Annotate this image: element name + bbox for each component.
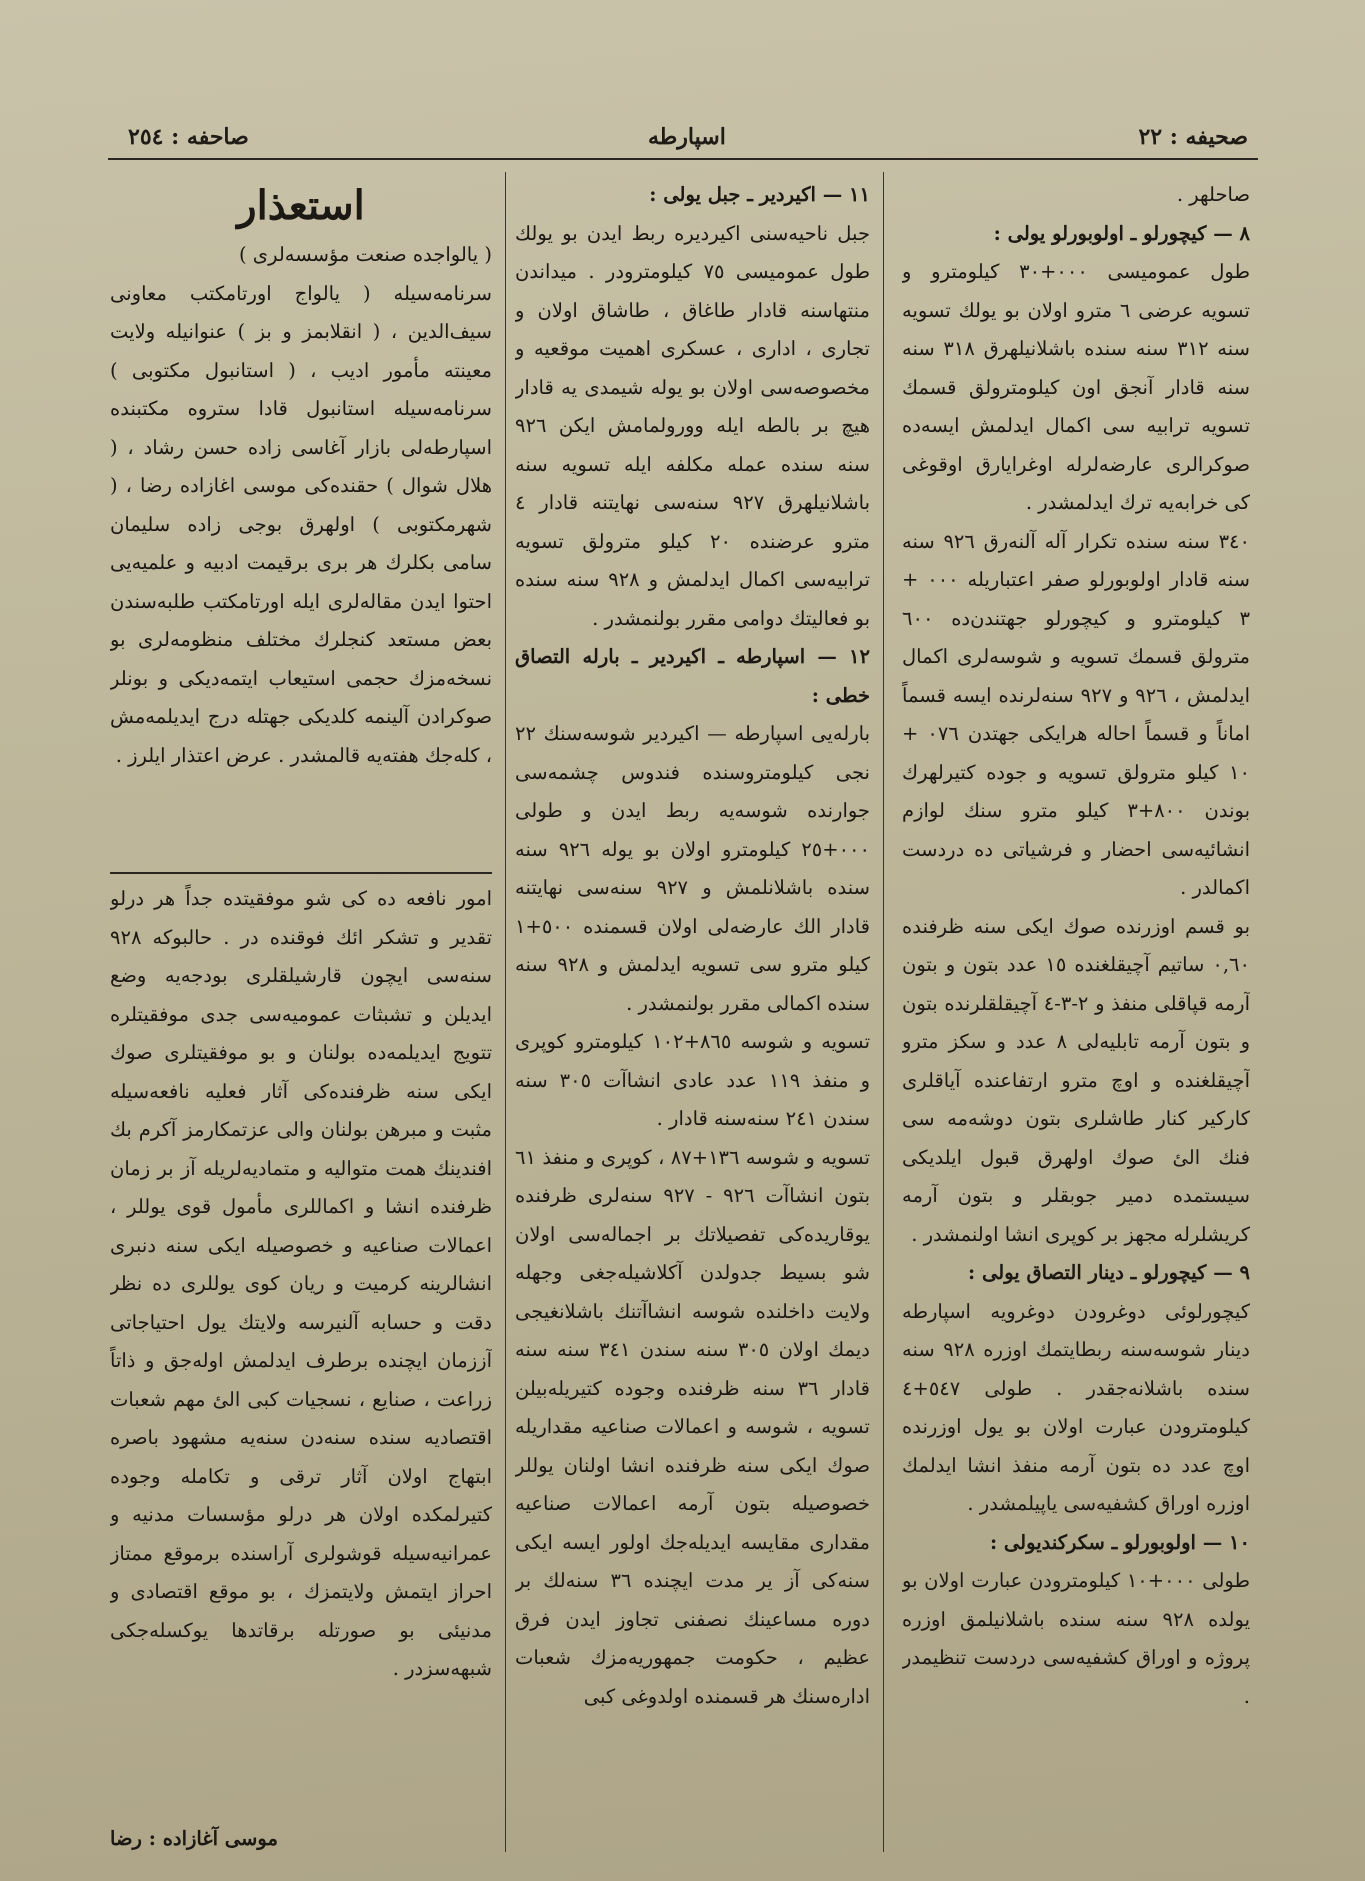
section-8-body: طول عمومیسی ٠٠٠+٣٠ كيلومترو و تسويه عرضى ٦ مترو اولان بو يولك تسويه سنه ٣١٢ سنه سنده باشلانيلهرق ٣١٨ سنه سنه قادار آنجق اون كيلومترولق قسمك تسويه ترابيه سى اكمال ايدلمش ايسه‌ده صوكرالرى عارضه‌لرله اوغرايارق اوقوغى كى خرابه‌يه ترك ايدلمشدر . <box>902 260 1250 514</box>
article-body: امور نافعه ده كى شو موفقيتده جداً هر درلو تقدير و تشكر ائك فوقنده در . حالبوكه ٩٢٨ سنه‌سى ايچون قارشيلقلرى بودجه‌يه وضع ايديلن و تشبثات عموميه‌سى جدى موفقيتلره تتويج ايديلمه‌ده بولنان و بو موفقيتلرى صوك ايكى سنه ظرفنده‌كى آثار فعليه نافعه‌سيله مثبت و مبرهن بولنان والى عزتمكارمز آكرم بك افندينك همت متواليه و متماديه‌لريله آز بر زمان ظرفنده انشا و اكماللرى مأمول قوى يوللر ، اعمالات صناعيه و خصوصيله ايكى سنه دنبرى انشالرينه كرميت و ريان كوى يوللرى ده نظر دقت و حسابه آلنيرسه ولايتك يول احتياجاتى آززمان ايچنده برطرف ايدلمش اوله‌جق و ذاتاً زراعت ، صنايع ، نسجيات كبى الئ مهم شعبات اقتصاديه سنده سنه‌دن سنه‌يه مشهود باصره ابتهاج اولان آثار ترقى و تكامله وجوده كتيرلمكده اولان هر درلو مؤسسات مدنيه و عمرانيه‌سيله قوشولرى آراسنده برموقع ممتاز احراز ايتمش ولايتمزك ، بو موقع اقتصادى و مدنيئى بو صورتله برقاتدها يوكسله‌جكى شبهه‌سزدر . <box>110 887 492 1680</box>
article-signature: موسى آغازاده : رضا <box>110 1827 278 1850</box>
column-right <box>902 176 1250 1866</box>
apology-title: استعذار <box>237 182 365 229</box>
stats-paragraph-2: تسويه و شوسه ١٣٦+٨٧ ، كوپرى و منفذ ٦١ بتون انشاآت ٩٢٦ - ٩٢٧ سنه‌لرى ظرفنده يوقاريده‌كى تفصيلاتك بر اجماله‌سى اولان شو بسيط جدولدن آكلاشيله‌جغى وجهله ولايت داخلنده شوسه انشاآتنك باشلانغيجى ديمك اولان ٣٠٥ سنه سندن ٣٤١ سنه سنه قادار ٣٦ سنه ظرفنده وجوده كتيريله‌بيلن تسويه ، شوسه و اعمالات صناعيه مقداريله صوك ايكى سنه ظرفنده انشا اولنان يوللر خصوصيله بتون آرمه اعمالات صناعيه مقدارى مقايسه ايديله‌جك اولور ايسه ايكى سنه‌كى آز ير مدت ايچنده ٣٦ سنه‌لك بر دوره مساعينك نصفنى تجاوز ايدن فرق عظيم ، حكومت جمهوريه‌مزك شعبات اداره‌سنك هر قسمنده اولدوغى كبى <box>515 1145 870 1708</box>
header-page-number-left: صاحفه : ٢٥٤ <box>128 124 249 150</box>
column-middle <box>515 176 870 1866</box>
column-rule-left <box>505 172 506 1852</box>
section-8-body-3: بو قسم اوزرنده صوك ايكى سنه ظرفنده ٠,٦٠ ساتيم آچيقلغنده ١٥ عدد بتون و بتون آرمه قپاقلى منفذ و ٢-٣-٤ آچيقلقلرنده بتون و بتون آرمه تابليه‌لى ٨ عدد و سكز مترو آچيقلغنده و اوچ مترو ارتفاعنده آياقلرى كاركير كنار طاشلرى بتون دوشه‌مه سى فنك الئ صوك اولهرق قبول ايلديكى سيستمده دمير جوبقلر و بتون آرمه كريشلرله مجهز بر كوپرى انشا اولنمشدر . <box>902 914 1250 1246</box>
header-newspaper-name: اسپارطه <box>648 124 726 150</box>
section-10-body: طولى ٠٠٠+١٠ كيلومترودن عبارت اولان بو يولده ٩٢٨ سنه سنده باشلانيلمق اوزره پروژه و اوراق كشفيه‌سى دردست تنظيمدر . <box>902 1569 1250 1708</box>
section-8-title: ٨ — كيچورلو ـ اولوبورلو يولى : <box>993 221 1250 245</box>
section-9-title: ٩ — كيچورلو ـ دينار التصاق يولى : <box>968 1261 1250 1284</box>
apology-body: سرنامه‌سيله ( يالواج اورتامكتب معاونى سيف‌الدين ، ( انقلابمز و بز ) عنوانيله ولايت معينته مأمور اديب ، ( استانبول مكتوبى ) سرنامه‌سيله استانبول قادا ستروه مكتبنده اسپارطه‌لى بازار آغاسى زاده حسن رشاد ، ( هلال شوال ) حقنده‌كى موسى اغازاده رضا ، ( شهرمكتوبى ) اولهرق بوجى زاده سليمان سامى بكلرك هر برى برقيمت ادبيه و علميه‌يى احتوا ايدن مقاله‌لرى ايله اورتامكتب طلبه‌سندن بعض مستعد كنجلرك مختلف منظومه‌لرى بو نسخه‌مزك حجمى استيعاب ايتمه‌ديكى و بونلر صوكرادن آلينمه كلديكى جهتله درج ايديلمه‌مش ، كله‌جك هفته‌يه قالمشدر . عرض اعتذار ايلرز . <box>110 281 492 767</box>
section-11-title: ١١ — اكيردير ـ جبل يولى : <box>649 183 870 206</box>
section-8-body-2: ٣٤٠ سنه سنده تكرار آله آلنه‌رق ٩٢٦ سنه سنه قادار اولوبورلو صفر اعتباريله ٠٠٠ + ٣ كيلومترو و كيچورلو جهتندن‌ده ٦٠٠ مترولق قسمك تسويه و شوسه‌لرى اكمال ايدلمش ، ٩٢٦ و ٩٢٧ سنه‌لرنده ايسه قسماً اماناً و قسماً احاله هرايكى جهتدن ٠٧٦ + ١٠ كيلو مترولق تسويه و جوده كتيرلهرك بوندن ٨٠٠+٣ كيلو مترو سنك لوازم انشائيه‌سى احضار و فرشياتى ده دردست اكمالدر . <box>902 529 1250 899</box>
col-right-intro: صاحلهر . <box>1176 183 1250 206</box>
section-10-title: ١٠ — اولوبورلو ـ سكركنديولى : <box>989 1530 1250 1554</box>
section-9-body: كيچورلوئى دوغرودن دوغرويه اسپارطه دينار شوسه‌سنه ربطايتمك اوزره ٩٢٨ سنه سنده باشلانه‌جقدر . طولى ٥٤٧+٤ كيلومترودن عبارت اولان بو يول اوزرنده اوچ عدد ده بتون آرمه منفذ انشا ايدلمك اوزره اوراق كشفيه‌سى ياپيلمشدر . <box>902 1299 1250 1515</box>
page-header <box>108 118 1258 160</box>
column-rule-right <box>883 172 884 1852</box>
signature-block <box>110 1820 492 1860</box>
left-column-divider <box>110 872 492 874</box>
section-11-body: جبل ناحيه‌سنى اكيرديره ربط ايدن بو يولك طول عموميسى ٧٥ كيلومترودر . ميداندن منتهاسنه قادار طاغاق ، طاشاق اولان و تجارى ، ادارى ، عسكرى اهميت موقعيه و مخصوصه‌سى اولان بو يوله شيمدى يه قادار هيچ بر بالطه ايله وورولمامش ايكن ٩٢٦ سنه سنده عمله مكلفه ايله تسويه سنه باشلانيلهرق ٩٢٧ سنه‌سى نهايتنه قادار ٤ مترو عرضنده ٢٠ كيلو مترولق تسويه ترابيه‌سى اكمال ايدلمش و ٩٢٨ سنه سنده بو فعاليتك دوامى مقرر بولنمشدر . <box>515 221 870 630</box>
section-12-body: بارله‌يى اسپارطه — اكيردير شوسه‌سنك ٢٢ نجى كيلومتروسنده فندوس چشمه‌سى جوارنده شوسه‌يه ربط ايدن و طولى ٠٠٠+٢٥ كيلومترو اولان بو يوله ٩٢٦ سنه سنده باشلانلمش و ٩٢٧ سنه‌سى نهايتنه قادار الك عارضه‌لى اولان قسمنده ٥٠٠+١ كيلو مترو سى تسويه ايدلمش و ٩٢٨ سنه سنده اكمالى مقرر بولنمشدر . <box>515 722 870 1015</box>
header-page-number-right: صحيفه : ٢٢ <box>1138 124 1248 150</box>
column-left-top <box>110 176 492 866</box>
stats-paragraph-1: تسويه و شوسه ٨٦٥+١٠٢ كيلومترو كوپرى و منفذ ١١٩ عدد عادى انشاآت ٣٠٥ سنه سندن ٢٤١ سنه‌سنه قادار . <box>515 1030 870 1130</box>
apology-subtitle: ( يالواجده صنعت مؤسسه‌لرى ) <box>239 243 492 266</box>
column-left-bottom <box>110 880 492 1820</box>
section-12-title: ١٢ — اسپارطه ـ اكيردير ـ بارله التصاق خطى : <box>515 645 870 707</box>
